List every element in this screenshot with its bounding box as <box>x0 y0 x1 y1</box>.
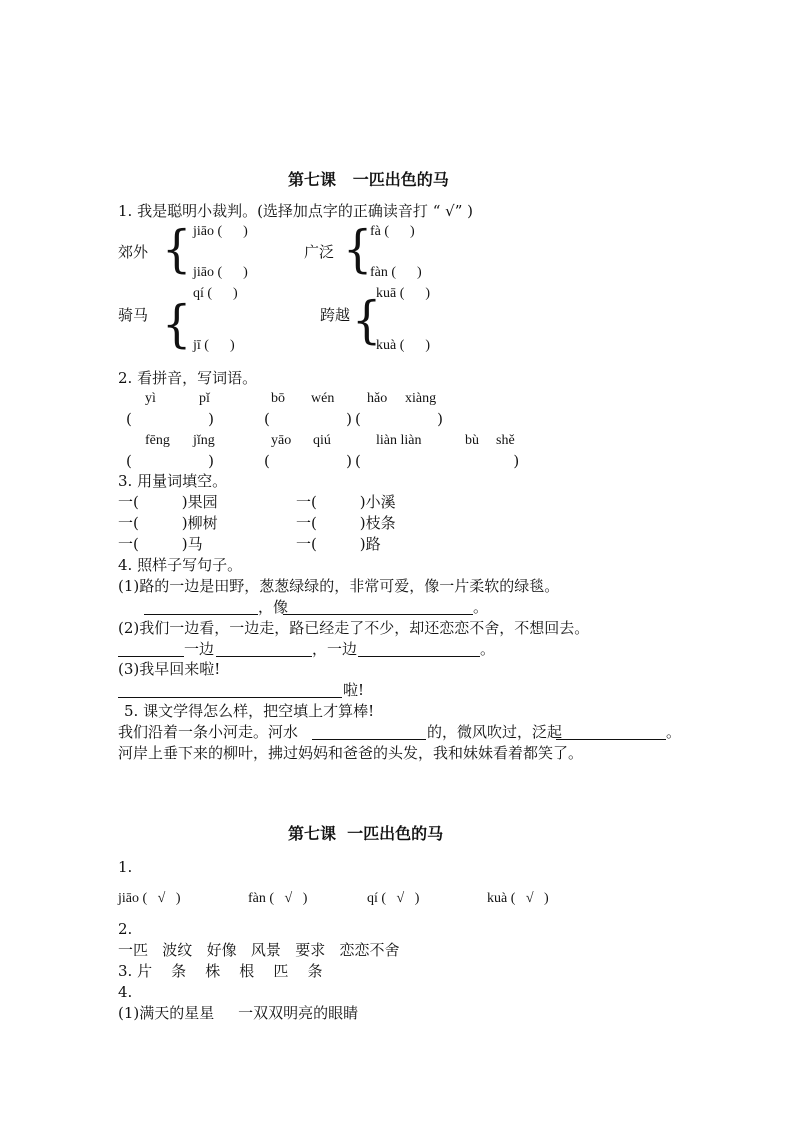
q2-heading: 2. 看拼音，写词语。 <box>118 369 258 387</box>
q1-guangfan-option-1: fà ( ) <box>370 224 415 239</box>
pinyin-syllable: bù <box>465 433 479 448</box>
q1-kuayue-option-2: kuà ( ) <box>376 338 431 353</box>
pinyin-syllable: hǎo <box>367 391 388 406</box>
q4-s1-period: 。 <box>473 598 489 616</box>
q4-s2-period: 。 <box>480 640 496 658</box>
measure-word-blank[interactable]: 一( )枝条 <box>296 514 396 532</box>
pinyin-syllable: pǐ <box>199 391 210 406</box>
brace-icon: { <box>162 218 192 278</box>
pinyin-syllable: fēng <box>145 433 170 448</box>
q1-jiaowai-option-2: jiāo ( ) <box>193 265 248 280</box>
fill-line[interactable] <box>144 614 258 615</box>
answer-q2: 一匹 波纹 好像 风景 要求 恋恋不舍 <box>118 941 400 959</box>
answer-blank[interactable]: ( ) <box>355 410 443 428</box>
answer-blank[interactable]: ( ) <box>126 452 214 470</box>
answer-q4-s1: (1)满天的星星 一双双明亮的眼睛 <box>118 1004 359 1022</box>
pinyin-syllable: wén <box>311 391 335 406</box>
q1-guangfan-word: 广泛 <box>304 243 335 261</box>
q4-s2-connector-1: 一边 <box>184 640 215 658</box>
fill-line[interactable] <box>216 656 312 657</box>
q3-heading: 3. 用量词填空。 <box>118 472 228 490</box>
brace-icon: { <box>343 218 373 278</box>
measure-word-blank[interactable]: 一( )柳树 <box>118 514 218 532</box>
measure-word-blank[interactable]: 一( )果园 <box>118 493 218 511</box>
q5-text-1: 我们沿着一条小河走。河水 <box>118 723 299 741</box>
q1-jiaowai-option-1: jiāo ( ) <box>193 224 248 239</box>
answer-q1-label: 1. <box>118 858 133 876</box>
q1-qima-word: 骑马 <box>118 306 149 324</box>
answer-title: 第七课 一匹出色的马 <box>288 824 444 843</box>
fill-line[interactable] <box>283 614 473 615</box>
fill-line[interactable] <box>556 739 666 740</box>
fill-line[interactable] <box>312 739 426 740</box>
pinyin-syllable: qiú <box>313 433 331 448</box>
q1-guangfan-option-2: fàn ( ) <box>370 265 422 280</box>
q5-heading: 5. 课文学得怎么样，把空填上才算棒! <box>124 702 375 720</box>
pinyin-syllable: yì <box>145 391 156 406</box>
answer-q1-item: qí ( √ ) <box>367 891 420 906</box>
measure-word-blank[interactable]: 一( )小溪 <box>296 493 396 511</box>
q4-example-2: (2)我们一边看，一边走，路已经走了不少，却还恋恋不舍，不想回去。 <box>118 619 590 637</box>
pinyin-syllable: jǐng <box>193 433 215 448</box>
q5-text-2: 的，微风吹过，泛起 <box>427 723 563 741</box>
q4-s2-connector-2: ，一边 <box>312 640 358 658</box>
answer-blank[interactable]: ( ) <box>126 410 214 428</box>
pinyin-syllable: shě <box>496 433 515 448</box>
q1-jiaowai-word: 郊外 <box>118 243 149 261</box>
measure-word-blank[interactable]: 一( )路 <box>296 535 381 553</box>
fill-line[interactable] <box>118 697 342 698</box>
brace-icon: { <box>162 293 192 353</box>
q1-kuayue-word: 跨越 <box>320 306 351 324</box>
fill-line[interactable] <box>358 656 480 657</box>
fill-line[interactable] <box>118 656 184 657</box>
pinyin-syllable: liàn liàn <box>376 433 422 448</box>
q4-s3-ending: 啦! <box>343 681 365 699</box>
answer-blank[interactable]: ( ) <box>355 452 520 470</box>
answer-q3: 3. 片 条 株 根 匹 条 <box>118 962 323 980</box>
answer-q4-label: 4. <box>118 983 133 1001</box>
pinyin-syllable: yāo <box>271 433 292 448</box>
q1-heading: 1. 我是聪明小裁判。(选择加点字的正确读音打 “ √” ) <box>118 202 473 220</box>
measure-word-blank[interactable]: 一( )马 <box>118 535 203 553</box>
answer-q2-label: 2. <box>118 920 133 938</box>
answer-q1-item: kuà ( √ ) <box>487 891 549 906</box>
answer-q1-item: fàn ( √ ) <box>248 891 308 906</box>
q1-qima-option-1: qí ( ) <box>193 286 238 301</box>
pinyin-syllable: xiàng <box>405 391 437 406</box>
q4-example-1: (1)路的一边是田野，葱葱绿绿的，非常可爱，像一片柔软的绿毯。 <box>118 577 560 595</box>
q1-kuayue-option-1: kuā ( ) <box>376 286 431 301</box>
brace-icon: { <box>352 289 382 349</box>
q4-s1-connector: ，像 <box>258 598 289 616</box>
pinyin-syllable: bō <box>271 391 285 406</box>
answer-q1-item: jiāo ( √ ) <box>118 891 181 906</box>
q1-qima-option-2: jī ( ) <box>193 338 235 353</box>
q4-heading: 4. 照样子写句子。 <box>118 556 243 574</box>
answer-blank[interactable]: ( ) <box>264 410 352 428</box>
q5-text-3: 河岸上垂下来的柳叶，拂过妈妈和爸爸的头发，我和妹妹看着都笑了。 <box>118 744 584 762</box>
answer-blank[interactable]: ( ) <box>264 452 352 470</box>
q4-example-3: (3)我早回来啦! <box>118 660 221 678</box>
exercise-title: 第七课 一匹出色的马 <box>288 170 449 189</box>
q5-text-period: 。 <box>666 723 682 741</box>
